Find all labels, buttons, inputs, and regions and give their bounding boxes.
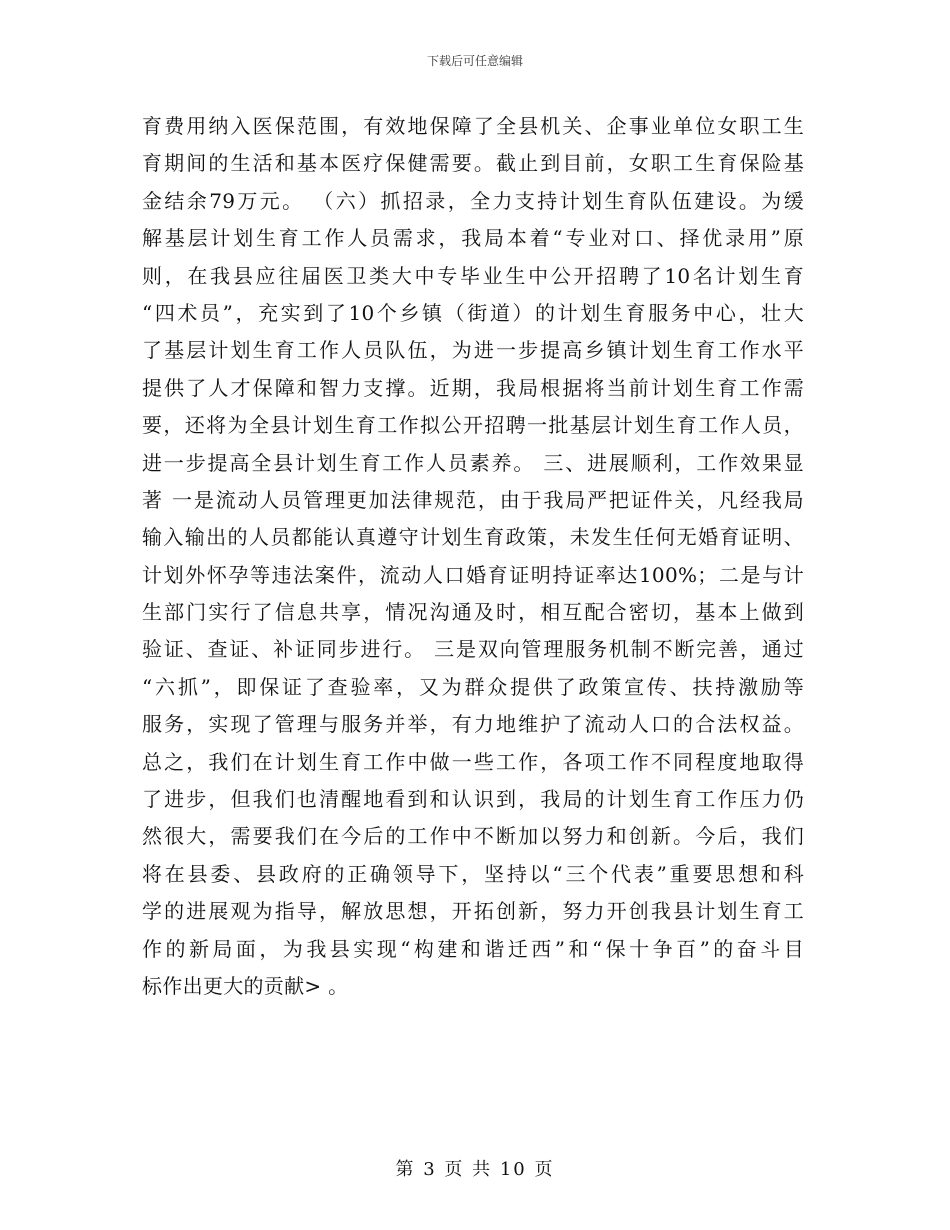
body-line: 验证、查证、补证同步进行。 三是双向管理服务机制不断完善，通过 <box>142 637 804 662</box>
body-line: 输入输出的人员都能认真遵守计划生育政策，未发生任何无婚育证明、 <box>142 525 804 550</box>
page-number: 第 3 页 共 10 页 <box>395 1159 555 1180</box>
body-line: 提供了人才保障和智力支撑。近期，我局根据将当前计划生育工作需 <box>142 375 804 400</box>
body-line: 进一步提高全县计划生育工作人员素养。 三、进展顺利，工作效果显 <box>142 450 804 475</box>
body-line: 作的新局面，为我县实现“构建和谐迁西”和“保十争百”的奋斗目 <box>142 936 804 961</box>
body-line: 金结余79万元。 （六）抓招录，全力支持计划生育队伍建设。为缓 <box>142 188 804 213</box>
body-line: 著 一是流动人员管理更加法律规范，由于我局严把证件关，凡经我局 <box>142 487 804 512</box>
body-line: 育费用纳入医保范围，有效地保障了全县机关、企事业单位女职工生 <box>142 114 804 138</box>
body-line: 服务，实现了管理与服务并举，有力地维护了流动人口的合法权益。 <box>142 712 804 737</box>
body-line: “六抓”，即保证了查验率，又为群众提供了政策宣传、扶持激励等 <box>142 674 804 699</box>
body-line: 然很大，需要我们在今后的工作中不断加以努力和创新。今后，我们 <box>142 824 804 849</box>
body-line: 标作出更大的贡献> 。 <box>142 973 349 998</box>
body-line: 了进步，但我们也清醒地看到和认识到，我局的计划生育工作压力仍 <box>142 787 804 812</box>
body-line: 将在县委、县政府的正确领导下，坚持以“三个代表”重要思想和科 <box>142 861 804 886</box>
body-line: 解基层计划生育工作人员需求，我局本着“专业对口、择优录用”原 <box>142 226 804 251</box>
body-line: 计划外怀孕等违法案件，流动人口婚育证明持证率达100%；二是与计 <box>142 562 804 587</box>
body-line: 要，还将为全县计划生育工作拟公开招聘一批基层计划生育工作人员， <box>142 413 804 438</box>
body-line: 总之，我们在计划生育工作中做一些工作，各项工作不同程度地取得 <box>142 749 804 774</box>
document-body <box>142 108 804 1005</box>
body-line: 则，在我县应往届医卫类大中专毕业生中公开招聘了10名计划生育 <box>142 263 804 288</box>
page-header: 下载后可任意编辑 <box>426 54 523 68</box>
body-line: “四术员”，充实到了10个乡镇（街道）的计划生育服务中心，壮大 <box>142 300 804 325</box>
body-line: 了基层计划生育工作人员队伍，为进一步提高乡镇计划生育工作水平 <box>142 338 804 363</box>
body-line: 育期间的生活和基本医疗保健需要。截止到目前，女职工生育保险基 <box>142 151 804 176</box>
body-line: 学的进展观为指导，解放思想，开拓创新，努力开创我县计划生育工 <box>142 899 804 924</box>
body-line: 生部门实行了信息共享，情况沟通及时，相互配合密切，基本上做到 <box>142 600 804 625</box>
